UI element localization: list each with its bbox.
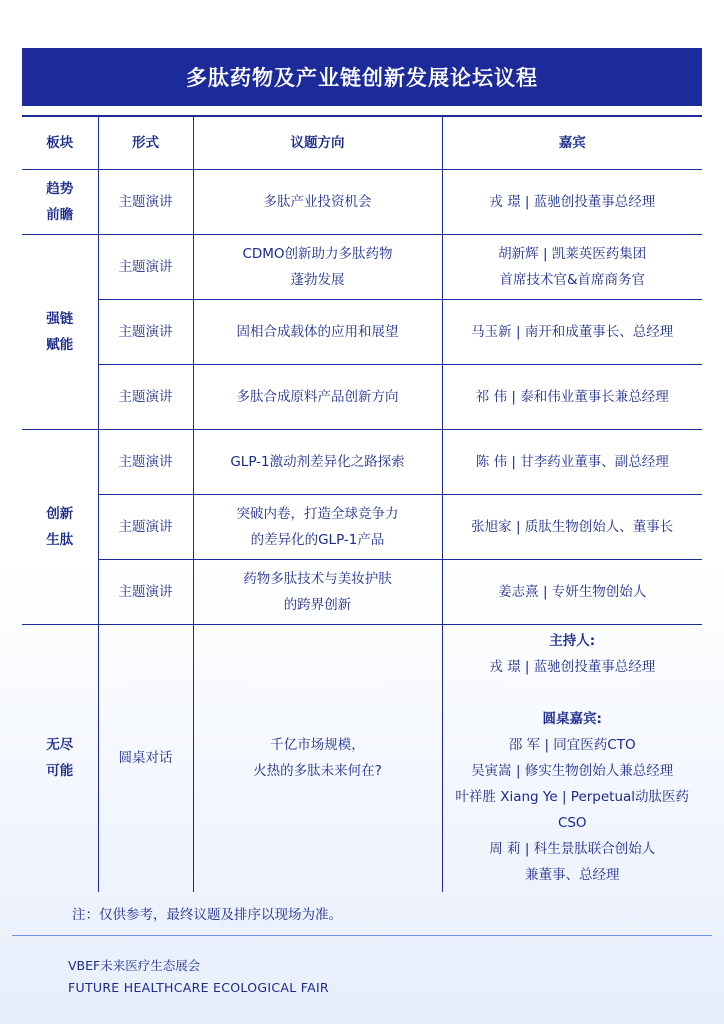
guest-cell: 胡新辉 | 凯莱英医药集团 首席技术官&首席商务官: [442, 234, 702, 299]
format-cell: 主题演讲: [98, 494, 193, 559]
table-row: [22, 169, 702, 234]
format-cell: 主题演讲: [98, 559, 193, 624]
table-row: [22, 624, 702, 892]
panel-guest: 周 莉 | 科生景肽联合创始人: [489, 841, 656, 858]
guest-cell: 戎 璟 | 蓝驰创投董事总经理: [442, 169, 702, 234]
section-label: 趋势 前瞻: [22, 169, 98, 234]
footer-org-en: FUTURE HEALTHCARE ECOLOGICAL FAIR: [68, 980, 329, 995]
disclaimer-note: 注：仅供参考，最终议题及排序以现场为准。: [72, 907, 342, 923]
format-cell: 主题演讲: [98, 364, 193, 429]
guest-cell: [442, 624, 702, 892]
format-cell: 主题演讲: [98, 299, 193, 364]
table-row: [22, 234, 702, 299]
guest-cell: 祁 伟 | 泰和伟业董事长兼总经理: [442, 364, 702, 429]
header-format: 形式: [98, 116, 193, 169]
table-header-row: [22, 116, 702, 169]
footer-org-cn: VBEF未来医疗生态展会: [68, 958, 201, 973]
panel-guest: 吴寅嵩 | 修实生物创始人兼总经理: [471, 763, 674, 780]
section-label: 强链 赋能: [22, 234, 98, 429]
panel-guest: 兼董事、总经理: [525, 867, 620, 884]
section-label: 创新 生肽: [22, 429, 98, 624]
table-row: [22, 429, 702, 494]
panel-guest: CSO: [557, 815, 587, 832]
footer-divider: [12, 935, 712, 936]
header-topic: 议题方向: [193, 116, 442, 169]
agenda-table: [22, 115, 702, 892]
host-label: 主持人:: [549, 633, 596, 650]
guest-cell: 姜志熹 | 专妍生物创始人: [442, 559, 702, 624]
topic-cell: 固相合成载体的应用和展望: [193, 299, 442, 364]
panel-guest: 叶祥胜 Xiang Ye | Perpetual动肽医药: [455, 789, 690, 806]
table-row: [22, 559, 702, 624]
section-label: 无尽 可能: [22, 624, 98, 892]
topic-cell: CDMO创新助力多肽药物 蓬勃发展: [193, 234, 442, 299]
panel-guests-label: 圆桌嘉宾:: [542, 711, 602, 728]
guest-cell: 马玉新 | 南开和成董事长、总经理: [442, 299, 702, 364]
topic-cell: 多肽合成原料产品创新方向: [193, 364, 442, 429]
guest-cell: 陈 伟 | 甘李药业董事、副总经理: [442, 429, 702, 494]
panel-guest: 邵 军 | 同宜医药CTO: [508, 737, 636, 754]
format-cell: 圆桌对话: [98, 624, 193, 892]
page-title: 多肽药物及产业链创新发展论坛议程: [22, 48, 702, 106]
table-row: [22, 494, 702, 559]
table-row: [22, 364, 702, 429]
guest-cell: 张旭家 | 质肽生物创始人、董事长: [442, 494, 702, 559]
format-cell: 主题演讲: [98, 429, 193, 494]
format-cell: 主题演讲: [98, 169, 193, 234]
topic-cell: 药物多肽技术与美妆护肤 的跨界创新: [193, 559, 442, 624]
host-name: 戎 璟 | 蓝驰创投董事总经理: [489, 659, 656, 676]
topic-cell: 多肽产业投资机会: [193, 169, 442, 234]
format-cell: 主题演讲: [98, 234, 193, 299]
table-row: [22, 299, 702, 364]
topic-cell: 突破内卷，打造全球竞争力 的差异化的GLP-1产品: [193, 494, 442, 559]
topic-cell: 千亿市场规模， 火热的多肽未来何在?: [193, 624, 442, 892]
header-section: 板块: [22, 116, 98, 169]
header-guest: 嘉宾: [442, 116, 702, 169]
topic-cell: GLP-1激动剂差异化之路探索: [193, 429, 442, 494]
